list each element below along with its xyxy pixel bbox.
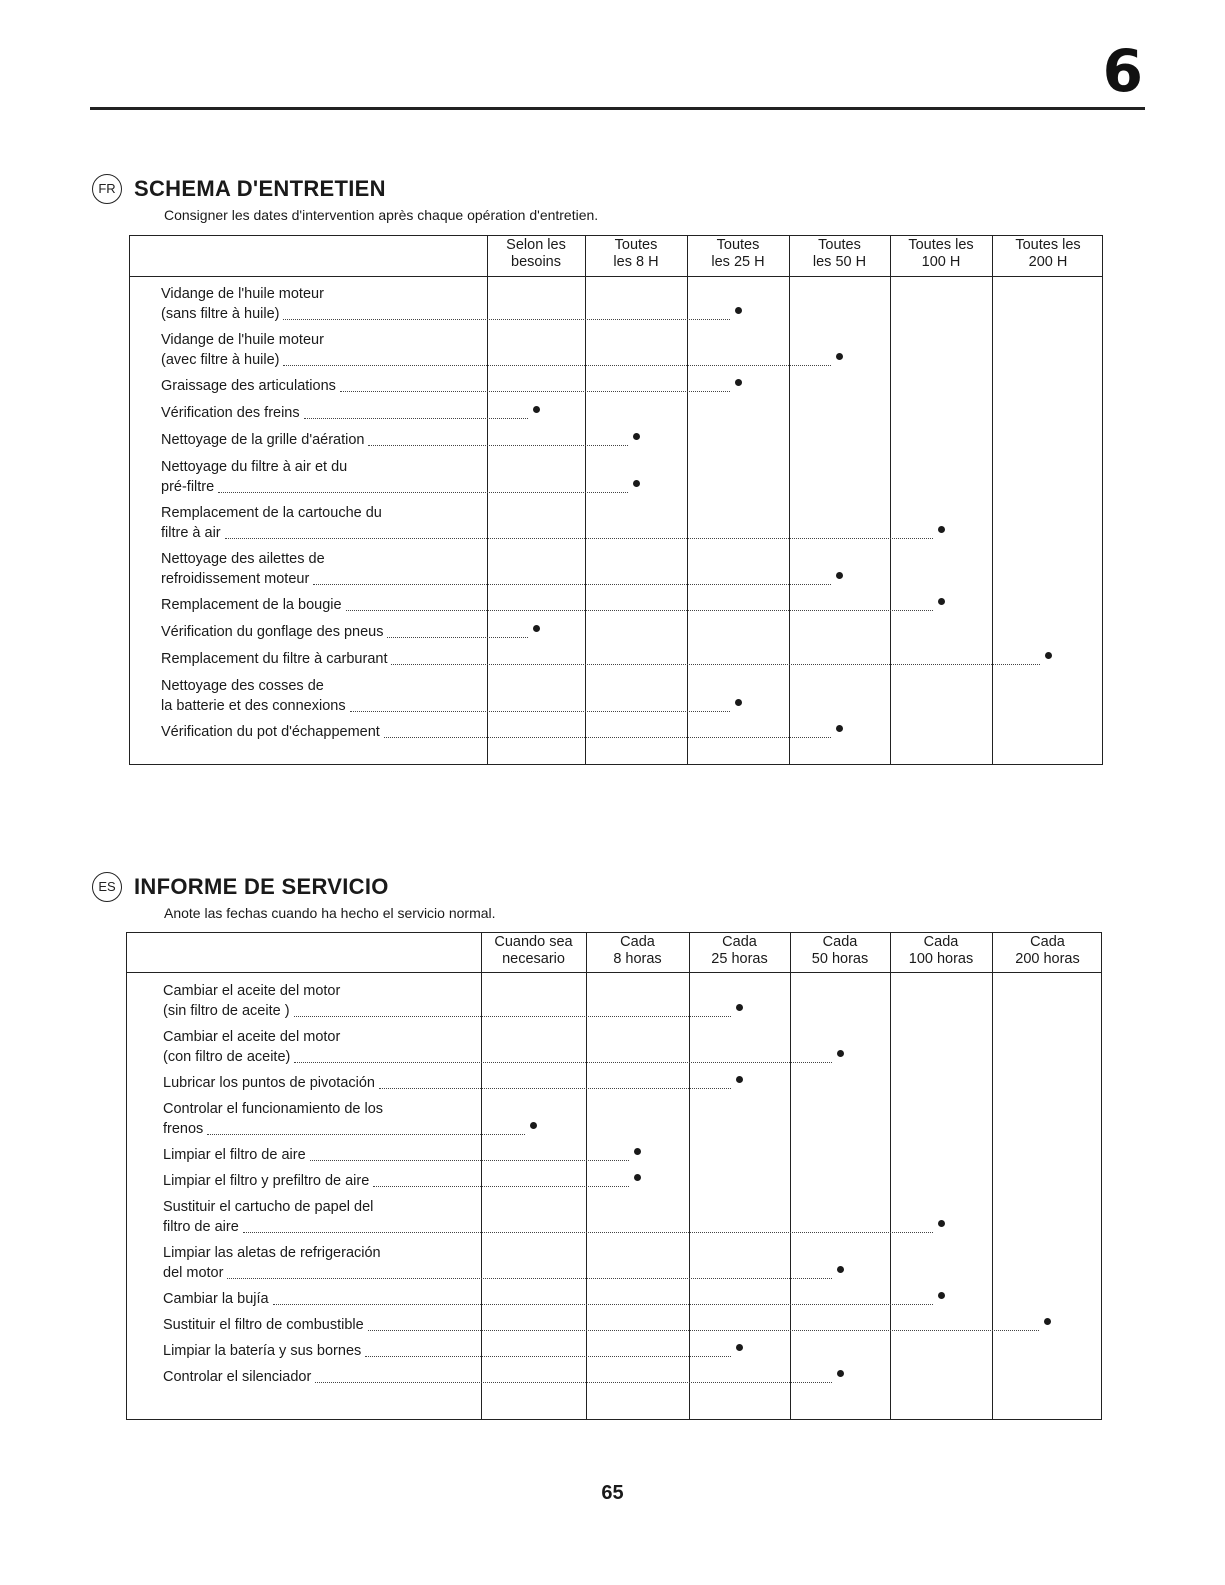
column-header (487, 237, 585, 271)
task-line: Nettoyage de la grille d'aération (161, 432, 365, 448)
task-line: Cambiar el aceite del motor (163, 983, 341, 999)
task-label (161, 649, 387, 669)
column-header-line: les 8 H (613, 254, 659, 270)
interval-marker (836, 353, 843, 360)
task-line: (avec filtre à huile) (161, 352, 280, 368)
column-header-line: Cada (822, 934, 858, 950)
task-line: (sans filtre à huile) (161, 306, 280, 322)
leader-dots (225, 538, 933, 539)
column-divider (689, 933, 690, 1419)
task-line: Sustituir el cartucho de papel del (163, 1199, 374, 1215)
task-line: Limpiar el filtro de aire (163, 1147, 306, 1163)
interval-marker (533, 625, 540, 632)
leader-dots (365, 1356, 731, 1357)
interval-marker (938, 598, 945, 605)
chapter-number: 6 (1102, 37, 1143, 105)
task-label (163, 1367, 311, 1387)
task-line: Remplacement du filtre à carburant (161, 651, 388, 667)
task-label (161, 622, 384, 642)
interval-marker (938, 1292, 945, 1299)
leader-dots (373, 1186, 629, 1187)
task-line: Controlar el silenciador (163, 1369, 312, 1385)
section-subtitle: Anote las fechas cuando ha hecho el servicio normal. (164, 905, 496, 921)
column-header-line: les 50 H (812, 254, 867, 270)
leader-dots (310, 1160, 630, 1161)
leader-dots (384, 737, 832, 738)
interval-marker (736, 1004, 743, 1011)
column-header-line: les 25 H (711, 254, 765, 270)
maintenance-table (129, 235, 1103, 765)
leader-dots (243, 1232, 933, 1233)
column-divider (687, 236, 688, 764)
leader-dots (379, 1088, 732, 1089)
leader-dots (391, 664, 1040, 665)
task-line: Vérification du gonflage des pneus (161, 624, 384, 640)
task-line: (sin filtro de aceite ) (163, 1003, 290, 1019)
task-label (161, 722, 380, 742)
column-header-line: Cuando sea (494, 934, 573, 950)
task-line: Limpiar la batería y sus bornes (163, 1343, 362, 1359)
leader-dots (227, 1278, 832, 1279)
column-header-line: Cada (620, 934, 655, 950)
task-label (161, 284, 324, 324)
task-line: refroidissement moteur (161, 571, 310, 587)
column-header-line: Toutes les (908, 237, 974, 253)
column-divider (890, 933, 891, 1419)
column-header-line: Toutes (614, 237, 658, 253)
header-divider (127, 972, 1101, 973)
column-header-line: Toutes (818, 237, 861, 253)
task-line: Vidange de l'huile moteur (161, 332, 324, 348)
task-label (161, 595, 342, 615)
task-line: la batterie et des connexions (161, 698, 346, 714)
interval-marker (1045, 652, 1052, 659)
interval-marker (634, 1174, 641, 1181)
task-label (163, 1145, 306, 1165)
column-header-line: Toutes les (1015, 237, 1081, 253)
interval-marker (735, 699, 742, 706)
column-header-line: 200 H (1028, 254, 1068, 270)
section-subtitle: Consigner les dates d'intervention après chaque opération d'entretien. (164, 207, 599, 223)
column-header-line: 8 horas (613, 951, 662, 967)
section-header (92, 870, 389, 904)
column-header (789, 237, 890, 271)
task-label (163, 1027, 340, 1067)
column-header-line: 50 horas (811, 951, 869, 967)
task-line: Nettoyage des cosses de (161, 678, 324, 694)
leader-dots (340, 391, 730, 392)
task-line: filtre à air (161, 525, 221, 541)
task-line: Cambiar el aceite del motor (163, 1029, 341, 1045)
task-label (161, 403, 300, 423)
column-header (687, 237, 789, 271)
column-divider (790, 933, 791, 1419)
leader-dots (294, 1016, 732, 1017)
column-header (790, 934, 890, 968)
interval-marker (938, 1220, 945, 1227)
column-divider (487, 236, 488, 764)
interval-marker (735, 379, 742, 386)
leader-dots (346, 610, 933, 611)
column-divider (992, 236, 993, 764)
maintenance-table (126, 932, 1102, 1420)
task-label (163, 1315, 364, 1335)
task-line: pré-filtre (161, 479, 215, 495)
leader-dots (304, 418, 528, 419)
interval-marker (836, 725, 843, 732)
section-title: SCHEMA D'ENTRETIEN (134, 176, 386, 201)
column-header-line: 25 horas (711, 951, 768, 967)
task-line: filtro de aire (163, 1219, 239, 1235)
interval-marker (837, 1266, 844, 1273)
header-divider (130, 276, 1102, 277)
task-label (161, 330, 324, 370)
interval-marker (836, 572, 843, 579)
task-line: Controlar el funcionamiento de los (163, 1101, 384, 1117)
column-header (586, 934, 689, 968)
task-label (163, 981, 340, 1021)
task-label (161, 676, 346, 716)
interval-marker (736, 1076, 743, 1083)
task-label (161, 376, 336, 396)
column-header-line: besoins (511, 254, 561, 270)
column-header-line: Cada (722, 934, 757, 950)
column-header-line: 100 horas (908, 951, 974, 967)
task-line: Limpiar las aletas de refrigeración (163, 1245, 381, 1261)
leader-dots (207, 1134, 525, 1135)
interval-marker (633, 433, 640, 440)
task-line: Vérification des freins (161, 405, 300, 421)
task-line: del motor (163, 1265, 224, 1281)
task-label (163, 1289, 269, 1309)
column-header (481, 934, 586, 968)
interval-marker (837, 1050, 844, 1057)
column-header-line: Cada (923, 934, 959, 950)
header-rule (90, 107, 1145, 110)
task-label (163, 1243, 381, 1283)
column-header (890, 934, 992, 968)
column-divider (586, 933, 587, 1419)
leader-dots (313, 584, 831, 585)
interval-marker (633, 480, 640, 487)
leader-dots (283, 365, 831, 366)
interval-marker (634, 1148, 641, 1155)
leader-dots (387, 637, 528, 638)
task-line: Nettoyage du filtre à air et du (161, 459, 348, 475)
task-label (163, 1197, 373, 1237)
interval-marker (938, 526, 945, 533)
leader-dots (218, 492, 628, 493)
column-header (689, 934, 790, 968)
leader-dots (368, 1330, 1040, 1331)
column-header-line: 100 H (921, 254, 961, 270)
task-line: (con filtro de aceite) (163, 1049, 291, 1065)
leader-dots (368, 445, 628, 446)
task-line: frenos (163, 1121, 204, 1137)
language-badge-icon: ES (92, 872, 122, 902)
language-badge-icon: FR (92, 174, 122, 204)
column-header (992, 934, 1103, 968)
task-label (163, 1099, 383, 1139)
column-header-line: 200 horas (1015, 951, 1080, 967)
column-divider (481, 933, 482, 1419)
task-line: Sustituir el filtro de combustible (163, 1317, 364, 1333)
leader-dots (350, 711, 730, 712)
interval-marker (735, 307, 742, 314)
interval-marker (1044, 1318, 1051, 1325)
task-line: Remplacement de la cartouche du (161, 505, 382, 521)
task-line: Limpiar el filtro y prefiltro de aire (163, 1173, 370, 1189)
task-label (163, 1073, 375, 1093)
column-header-line: Cada (1030, 934, 1065, 950)
column-header (992, 237, 1104, 271)
leader-dots (294, 1062, 832, 1063)
interval-marker (736, 1344, 743, 1351)
task-label (161, 430, 364, 450)
task-line: Remplacement de la bougie (161, 597, 342, 613)
column-header (585, 237, 687, 271)
task-line: Graissage des articulations (161, 378, 336, 394)
column-divider (890, 236, 891, 764)
column-header-line: Selon les (506, 237, 566, 253)
task-label (161, 549, 325, 589)
column-header-line: Toutes (716, 237, 760, 253)
interval-marker (533, 406, 540, 413)
column-header (890, 237, 992, 271)
leader-dots (273, 1304, 933, 1305)
section-title: INFORME DE SERVICIO (134, 874, 389, 899)
task-line: Vidange de l'huile moteur (161, 286, 324, 302)
task-line: Nettoyage des ailettes de (161, 551, 325, 567)
section-header (92, 172, 386, 206)
column-header-line: necesario (502, 951, 565, 967)
task-label (161, 457, 347, 497)
task-label (163, 1171, 369, 1191)
task-line: Lubricar los puntos de pivotación (163, 1075, 375, 1091)
task-label (163, 1341, 361, 1361)
column-divider (585, 236, 586, 764)
interval-marker (837, 1370, 844, 1377)
interval-marker (530, 1122, 537, 1129)
leader-dots (315, 1382, 832, 1383)
column-divider (789, 236, 790, 764)
task-line: Vérification du pot d'échappement (161, 724, 380, 740)
leader-dots (283, 319, 730, 320)
column-divider (992, 933, 993, 1419)
task-line: Cambiar la bujía (163, 1291, 269, 1307)
page-number: 65 (601, 1482, 624, 1504)
task-label (161, 503, 382, 543)
